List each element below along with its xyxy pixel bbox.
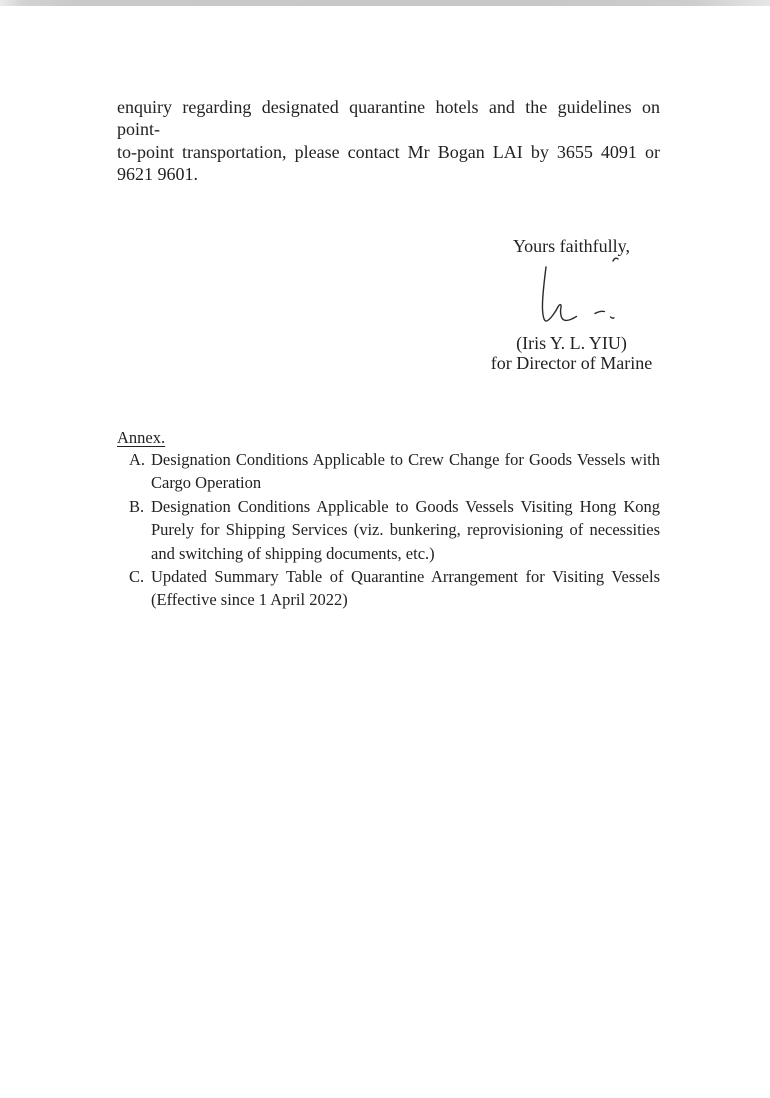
annex-item-line: (Effective since 1 April 2022) bbox=[151, 590, 348, 610]
annex-item-a bbox=[117, 448, 660, 495]
paragraph-line: 9621 9601. bbox=[117, 164, 198, 185]
annex-item-line: Updated Summary Table of Quarantine Arrangement for Visiting Vessels bbox=[151, 567, 660, 587]
annex-item-line: Cargo Operation bbox=[151, 473, 262, 493]
signatory-title: for Director of Marine bbox=[490, 353, 653, 373]
signatory-name: (Iris Y. L. YIU) bbox=[516, 333, 627, 353]
body-paragraph bbox=[117, 96, 660, 186]
annex-item-letter: B. bbox=[129, 496, 145, 516]
valediction: Yours faithfully, bbox=[512, 236, 630, 256]
paragraph-line: to-point transportation, please contact Mr Bogan LAI by 3655 4091 or bbox=[117, 141, 660, 162]
paragraph-line: enquiry regarding designated quarantine hotels and the guidelines on point- bbox=[117, 97, 660, 140]
annex-item-letter: C. bbox=[129, 567, 145, 587]
annex-item-line: Purely for Shipping Services (viz. bunkering, reprovisioning of necessities bbox=[151, 520, 660, 540]
scanner-edge-artifact bbox=[0, 0, 770, 6]
annex-item-letter: A. bbox=[129, 450, 146, 469]
annex-item-b bbox=[117, 495, 660, 565]
annex-item-line: and switching of shipping documents, etc.) bbox=[151, 543, 435, 563]
handwritten-signature-icon bbox=[533, 253, 628, 328]
annex-item-line: Designation Conditions Applicable to Goods Vessels Visiting Hong Kong bbox=[151, 496, 660, 516]
annex-heading: Annex. bbox=[117, 428, 166, 447]
annex-list bbox=[117, 448, 660, 612]
annex-item-c bbox=[117, 565, 660, 612]
annex-item-line: Designation Conditions Applicable to Crew Change for Goods Vessels with bbox=[151, 450, 660, 469]
